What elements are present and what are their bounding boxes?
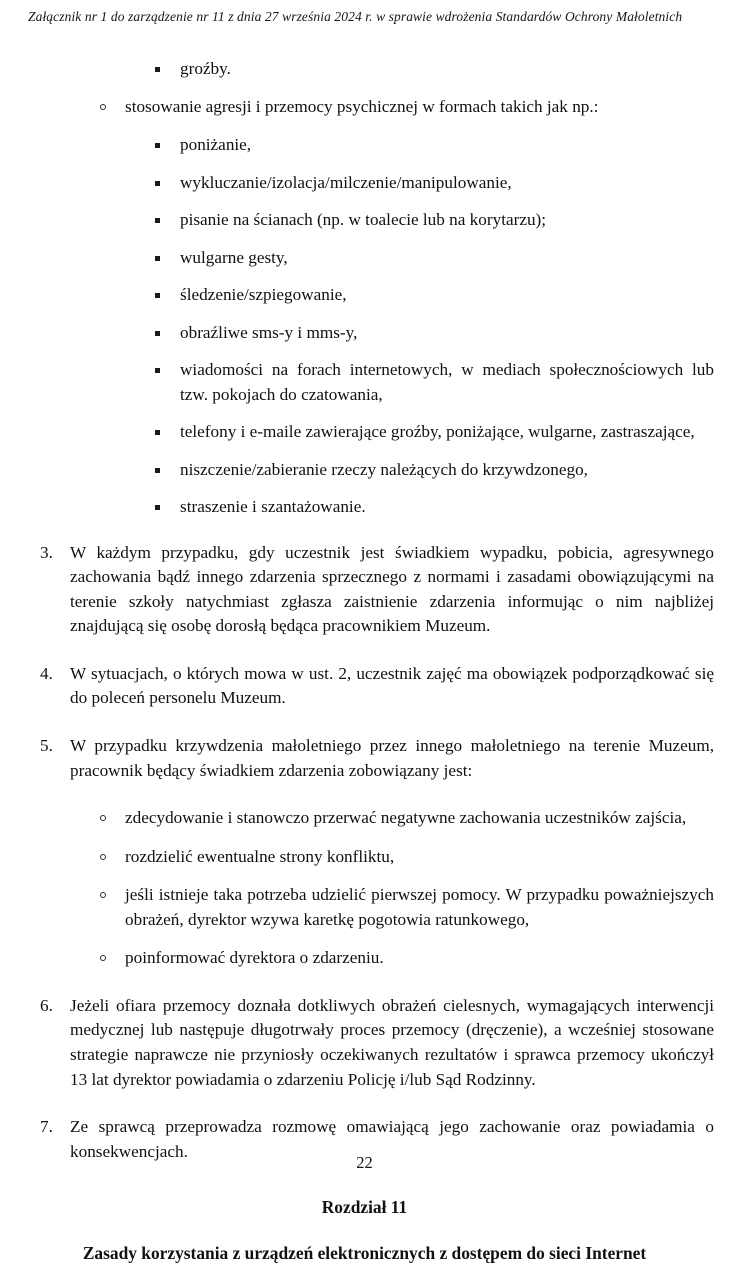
- item-text: W sytuacjach, o których mowa w ust. 2, uczestnik zajęć ma obowiązek podporządkować się do poleceń personelu Muzeum.: [70, 663, 714, 708]
- numbered-item-3: [0, 541, 737, 639]
- orphan-bullet-list: [0, 57, 737, 82]
- subpoint-item: [0, 946, 737, 971]
- list-item-text: śledzenie/szpiegowanie,: [180, 285, 347, 304]
- numbered-item-5: [0, 734, 737, 783]
- spacer: [0, 1178, 737, 1195]
- spacer: [0, 725, 737, 734]
- list-item-text: wulgarne gesty,: [180, 247, 288, 267]
- item-text: W każdym przypadku, gdy uczestnik jest świadkiem wypadku, pobicia, agresywnego zachowania bądź innego zdarzenia sprzecznego z normami i zasadami obowiązującymi na terenie szkoły natychmiast zgłasza zaistnienie zdarzenia informując o nim najbliżej znajdującą się osobę dorosłą będąca pracownikiem Muzeum.: [70, 542, 714, 636]
- spacer: [0, 653, 737, 662]
- list-item-text: wykluczanie/izolacja/milczenie/manipulowanie,: [180, 172, 512, 192]
- spacer: [0, 797, 737, 806]
- list-item-text: poinformować dyrektora o zdarzeniu.: [125, 948, 384, 968]
- subpoint-item: [0, 845, 737, 870]
- item-number: 3.: [40, 542, 53, 562]
- list-item-text: pisanie na ścianach (np. w toalecie lub na korytarzu);: [180, 210, 547, 229]
- list-item: [0, 283, 737, 308]
- list-item-text: wiadomości na forach internetowych, w mediach społecznościowych lub tzw. pokojach do czatowania,: [180, 360, 714, 404]
- item-text: Jeżeli ofiara przemocy doznała dotkliwych obrażeń cielesnych, wymagających interwencji medycznej lub następuje długotrwały proces przemocy (dręczenie), a wcześniej stosowane strategie naprawcze nie przyniosły oczekiwanych rezultatów i sprawca przemocy ukończył 13 lat dyrektor powiadamia o zdarzeniu Policję i/lub Sąd Rodzinny.: [70, 995, 714, 1089]
- list-item: [0, 57, 737, 82]
- circle-list-item-intro: [0, 95, 737, 120]
- psychological-forms-list: [0, 133, 737, 520]
- list-item: [0, 133, 737, 158]
- chapter-heading: Rozdział 11: [321, 1197, 408, 1218]
- list-item-text: poniżanie,: [180, 135, 252, 154]
- item-number: 5.: [40, 736, 53, 756]
- list-item: [0, 358, 737, 407]
- list-item-text: obraźliwe sms-y i mms-y,: [180, 322, 358, 342]
- list-item-text: straszenie i szantażowanie.: [180, 497, 366, 516]
- spacer: [0, 985, 737, 994]
- item-text: Ze sprawcą przeprowadza rozmowę omawiającą jego zachowanie oraz powiadamia o konsekwencjach.: [70, 1117, 714, 1161]
- list-item: [0, 208, 737, 233]
- item-number: 4.: [40, 663, 53, 683]
- list-item-text: rozdzielić ewentualne strony konfliktu,: [125, 846, 395, 866]
- spacer: [0, 1219, 737, 1241]
- page-number: 22: [356, 1153, 373, 1172]
- list-item-text: zdecydowanie i stanowczo przerwać negatywne zachowania uczestników zajścia,: [125, 808, 687, 828]
- list-item-text: stosowanie agresji i przemocy psychicznej w formach takich jak np.:: [125, 96, 599, 116]
- list-item: [0, 321, 737, 346]
- list-item: [0, 495, 737, 520]
- item-number: 6.: [40, 995, 53, 1015]
- list-item-text: jeśli istnieje taka potrzeba udzielić pierwszej pomocy. W przypadku poważniejszych obrażeń, dyrektor wzywa karetkę pogotowia ratunkowego,: [125, 885, 714, 929]
- list-item-text: groźby.: [180, 59, 231, 78]
- item-number: 7.: [40, 1117, 53, 1137]
- subpoint-item: [0, 883, 737, 932]
- list-item: [0, 420, 737, 445]
- spacer: [0, 532, 737, 541]
- subpoint-item: [0, 806, 737, 831]
- section-heading: Zasady korzystania z urządzeń elektronicznych z dostępem do sieci Internet: [82, 1243, 647, 1264]
- document-header: Załącznik nr 1 do zarządzenie nr 11 z dnia 27 września 2024 r. w sprawie wdrożenia Standardów Ochrony Małoletnich: [28, 9, 683, 24]
- list-item: [0, 458, 737, 483]
- document-body: [0, 57, 737, 1265]
- list-item-text: telefony i e-maile zawierające groźby, poniżające, wulgarne, zastraszające,: [180, 422, 695, 441]
- list-item: [0, 171, 737, 196]
- item-text: W przypadku krzywdzenia małoletniego przez innego małoletniego na terenie Muzeum, pracownik będący świadkiem zdarzenia zobowiązany jest:: [70, 736, 714, 780]
- list-item-text: niszczenie/zabieranie rzeczy należących do krzywdzonego,: [180, 459, 588, 479]
- list-item: [0, 246, 737, 271]
- numbered-item-6: [0, 994, 737, 1092]
- spacer: [0, 1106, 737, 1115]
- numbered-item-4: [0, 662, 737, 711]
